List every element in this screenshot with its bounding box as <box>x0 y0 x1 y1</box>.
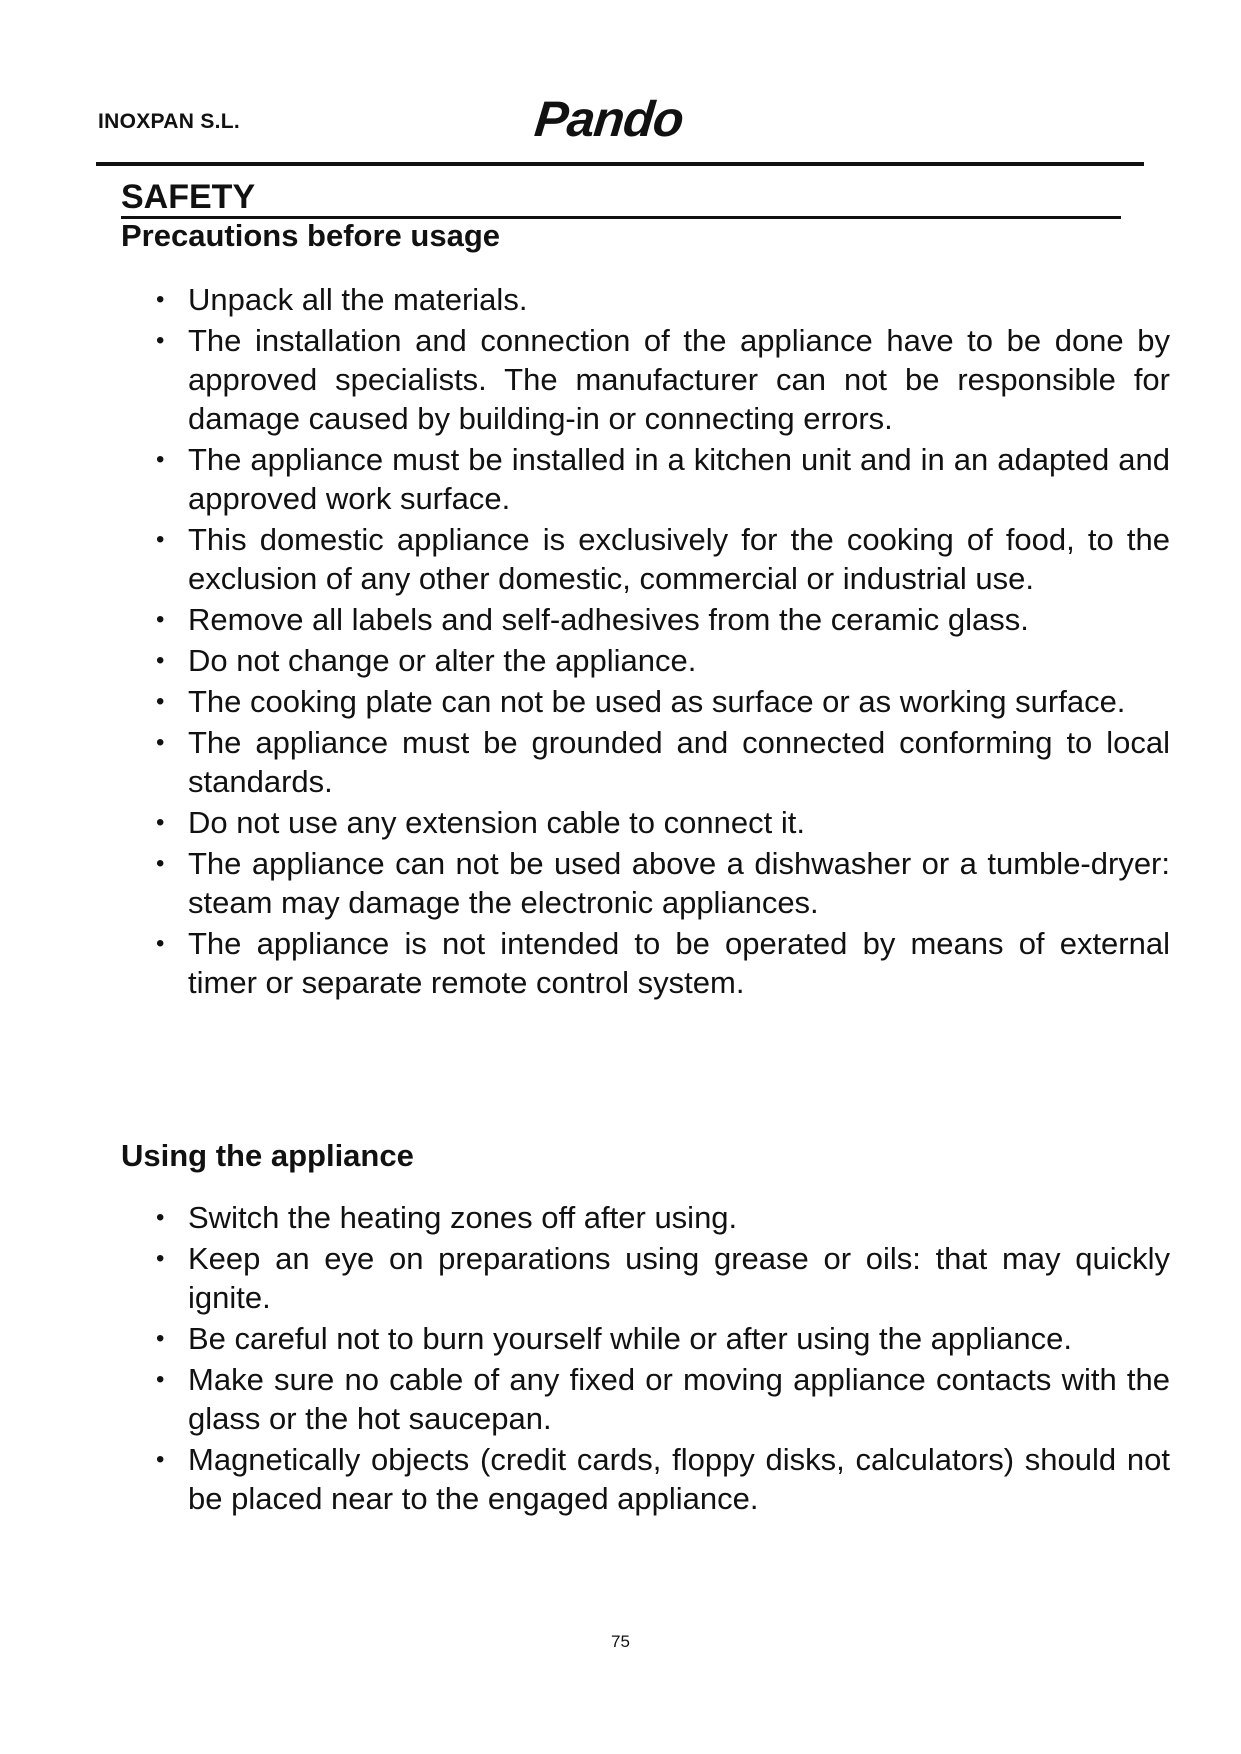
list-item: • The installation and connection of the appliance have to be done by approved specialists. The manufacturer can not be responsible for damage caused by building-in or connecting errors. <box>150 321 1170 438</box>
header-divider <box>96 162 1144 166</box>
company-name: INOXPAN S.L. <box>98 110 241 133</box>
list-item: • Remove all labels and self-adhesives from the ceramic glass. <box>150 600 1170 639</box>
precautions-list <box>150 280 1170 1004</box>
list-item: • Magnetically objects (credit cards, floppy disks, calculators) should not be placed near to the engaged appliance. <box>150 1440 1170 1518</box>
precautions-heading: Precautions before usage <box>121 218 501 253</box>
list-item: • Unpack all the materials. <box>150 280 1170 319</box>
list-item: • The appliance must be grounded and connected conforming to local standards. <box>150 723 1170 801</box>
list-item: • Make sure no cable of any fixed or moving appliance contacts with the glass or the hot saucepan. <box>150 1360 1170 1438</box>
page-number: 75 <box>611 1632 630 1651</box>
list-item: • Do not change or alter the appliance. <box>150 641 1170 680</box>
using-heading: Using the appliance <box>121 1138 414 1173</box>
using-list <box>150 1198 1170 1520</box>
list-item: • This domestic appliance is exclusively for the cooking of food, to the exclusion of any other domestic, commercial or industrial use. <box>150 520 1170 598</box>
list-item: • Keep an eye on preparations using grease or oils: that may quickly ignite. <box>150 1239 1170 1317</box>
list-item: • Do not use any extension cable to connect it. <box>150 803 1170 842</box>
list-item: • The cooking plate can not be used as surface or as working surface. <box>150 682 1170 721</box>
brand-logo: Pando <box>532 91 686 147</box>
list-item: • Be careful not to burn yourself while or after using the appliance. <box>150 1319 1170 1358</box>
list-item: • The appliance can not be used above a dishwasher or a tumble-dryer: steam may damage the electronic appliances. <box>150 844 1170 922</box>
list-item: • Switch the heating zones off after using. <box>150 1198 1170 1237</box>
list-item: • The appliance must be installed in a kitchen unit and in an adapted and approved work surface. <box>150 440 1170 518</box>
list-item: • The appliance is not intended to be operated by means of external timer or separate remote control system. <box>150 924 1170 1002</box>
section-title: SAFETY <box>121 178 1121 219</box>
